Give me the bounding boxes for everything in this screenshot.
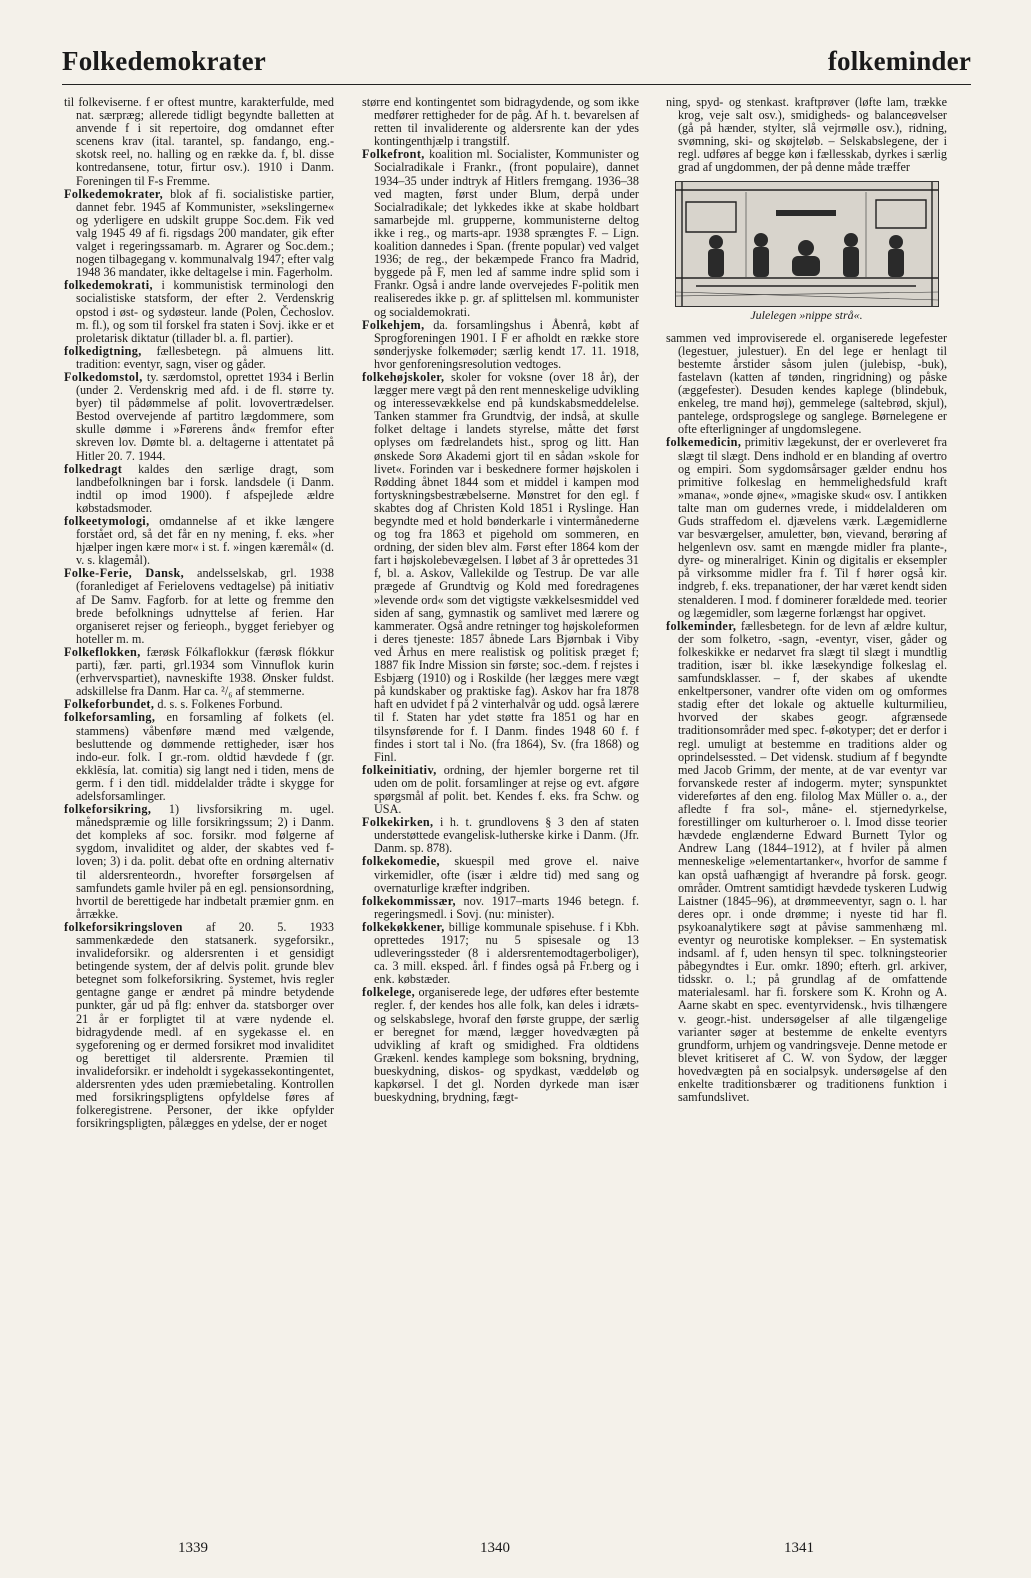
entry-text: nov. 1917–marts 1946 betegn. f. regeringsmedl. i Sovj. (nu: minister). — [374, 893, 639, 921]
dictionary-entry — [666, 332, 947, 437]
entry-text: billige kommunale spisehuse. f i Kbh. oprettedes 1917; nu 5 spisesale og 13 udleveringssteder (8 i aldersrentemodtagerboliger), ca. 3 mill. eksped. årl. f findes også på Fr.berg og i enk. købstæder. — [374, 919, 639, 987]
entry-headword: Folkedemokrater, — [64, 186, 164, 201]
column-right — [666, 96, 947, 1506]
entry-headword: folkeforsikring, — [64, 802, 152, 817]
column-right-bottom — [666, 332, 947, 1105]
entry-text: ning, spyd- og stenkast. kraftprøver (løfte lam, trække krog, veje salt osv.), smidigheds- og balanceøvelser (gå på hænder, stylter, slå vejrmølle osv.), ridning, svømning, ski- og skøjteløb. – Selskabslegene, der i regl. udføres af begge køn i fællesskab, dyrkes i særlig grad af ungdommen, der på denne måde træffer — [666, 96, 947, 175]
dictionary-entry — [64, 279, 334, 344]
header-left-word: Folkedemokrater — [62, 46, 266, 76]
dictionary-entry — [64, 711, 334, 803]
entry-text: fællesbetegn. for de levn af ældre kultur, der som folketro, -sagn, -eventyr, viser, gåder og folkeskikke er nedarvet fra slægt til slægt i mundtlig tradition, især bl. ikke læsekyndige folkeslag el. samfundsklasser. – f, der skabes af ukendte enkeltpersoner, vandrer ofte viden om og omformes stadig efter det lokale og aktuelle kulturmilieu, hvorved der skabes geogr. afgrænsede traditionsområder med spec. f-økotyper; det er derfor i regl. umuligt at bestemme en traditions alder og oprindelsessted. – Det vidensk. studium af f begyndte med Jacob Grimm, der mente, at de var eventyr var forvanskede rester af indogerm. myter; synspunktet videreførtes af den eng. filolog Max Müller o. a., der afledte f fra sol-, måne- el. stjernedyrkelse, forestillinger om kulturheroer o. l. Imod disse teorier hævdede englænderne Edward Burnett Tylor og Andrew Lang (1844–1912), at f hviler på almen menneskelige »elementartanker«, hvorfor de samme f kan opstå uafhængigt af hverandre på forsk. geogr. områder. Omtrent samtidigt hævdede tyskeren Ludwig Laistner (1845–96), at drømmeeventyr, sagn o. l. har deres opr. i onde drømme; i nyeste tid har fl. psykoanalytikere søgt at påvise sammenhæng ml. eventyr og neurotiske komplekser. – En systematisk indsaml. af f, uden hensyn til spec. tolkningsteorier påbegyndtes i Eur. omkr. 1890; efterh. grl. arkiver, tidsskr. o. l.; på grundlag af de omfattende materialesaml. har fi. forskere som K. Krohn og A. Aarne skabt en spec. eventyrvidensk., hvis tilhængere v. geogr.-hist. undersøgelser af alle tilgængelige varianter søger at bestemme de enkelte eventyrs grundform, urhjem og vandringsveje. Denne metode er blevet kritiseret af C. W. von Sydow, der lægger hovedvægten på en socialpsyk. undersøgelse af den enkelte traditionsbærer og traditionens funktion i samfundslivet. — [678, 618, 947, 1105]
page-header — [62, 44, 971, 85]
entry-headword: folkeinitiativ, — [362, 762, 437, 777]
entry-text: andelsselskab, grl. 1938 (foranlediget af Ferielovens vedtagelse) på initiativ af De Samv. Fagforb. for at lette og fremme den brede befolknings udnyttelse af ferien. Har organiseret rejser og ferieoph., bygget feriebyer og hoteller m. m. — [76, 566, 334, 646]
entry-text: sammen ved improviserede el. organiserede legefester (legestuer, julestuer). En del lege er henlagt til bestemte årstider såsom julen (julebisp, -buk), fastelavn (katten af tønden, ringridning) og påske (æggefester). Desuden kendes kaplege (blindebuk, enkeleg, tre mand høj), gemmelege (saltebrød, skjul), pantelege, ordsprogslege og sanglege. Børnelegene er ofte efterligninger af ungdomslegene. — [666, 330, 947, 437]
entry-headword: folkehøjskoler, — [362, 369, 445, 384]
dictionary-entry — [64, 463, 334, 515]
entry-text: d. s. s. Folkenes Forbund. — [154, 697, 283, 712]
dictionary-entry — [666, 96, 947, 175]
entry-text: til folkeviserne. f er oftest muntre, karakterfulde, med nat. særpræg; allerede tidligt begyndte balletten at anvende f i sit repertoire, dog omdannet efter scenens krav (ital. tarantel, sp. fandango, eng.-skotsk reel, no. halling og en række da. f, bl. disse kontredansene, totur, firtur osv.). 1910 i Danm. Foreningen til F-s Fremme. — [64, 96, 334, 188]
column-left — [64, 96, 334, 1506]
woodcut-image — [676, 182, 938, 306]
dictionary-entry — [64, 371, 334, 463]
entry-headword: folkedigtning, — [64, 343, 142, 358]
entry-text: en forsamling af folkets (el. stammens) våbenføre mænd med vælgende, besluttende og dømmende rettigheder, især hos indo-eur. folk. I gr.-rom. oldtid hævdede f (gr. ekklēsía, lat. comitia) sig langt ned i tiden, mens de germ. f i den tidl. middelalder trådte i skygge for adelsforsamlinger. — [76, 710, 334, 803]
entry-headword: Folkedomstol, — [64, 369, 143, 384]
entry-text: primitiv lægekunst, der er overleveret fra slægt til slægt. Dens indhold er en blanding af overtro og empiri. Som sygdomsårsager gælder endnu hos primitive folkeslag en hemmelighedsfuld kraft »mana«, »onde øjne«, »magiske skud« osv. I antikken talte man om gudernes vrede, i middelalderen om Guds straffedom el. djævelens værk. Lægemidlerne var besværgelser, amuletter, bøn, vievand, berøring af helgenlevn osv. samt en mængde midler fra plante-, dyre- og mineralriget. Kinin og digitalis er eksempler på virksomme midler fra f. Til f hører også kir. indgreb, f. eks. trepanationer, der har været kendt siden stenalderen. I mod. f dominerer forældede med. teorier og lægemidler, som lægerne forlængst har opgivet. — [678, 435, 947, 620]
entry-headword: folkekøkkener, — [362, 919, 445, 934]
column-right-top — [666, 96, 947, 175]
entry-text: større end kontingentet som bidragydende, og som ikke medfører rettigheder for de påg. Af h. t. bevarelsen af retten til invaliderente og aldersrente kan der ydes kontingenthjælp i trangstilf. — [362, 96, 639, 149]
entry-text: ordning, der hjemler borgerne ret til uden om de polit. forsamlinger at rejse og evt. afgøre spørgsmål af polit. bet. Kendes f. eks. fra Schw. og USA. — [374, 762, 639, 817]
entry-headword: folkekomedie, — [362, 854, 440, 869]
entry-headword: Folkehjem, — [362, 317, 425, 332]
entry-text: i kommunistisk terminologi den socialistiske statsform, der efter 2. Verdenskrig opstod i øst- og sydøsteur. lande (Polen, Čechoslov. m. fl.), og som til forskel fra staten i Sovj. ikke er et proletarisk diktatur (tillader bl. a. fl. partier). — [76, 278, 334, 345]
dictionary-entry — [362, 895, 639, 921]
entry-headword: Folke-Ferie, Dansk, — [64, 566, 185, 581]
entry-headword: folkekommissær, — [362, 893, 456, 908]
entry-text: af 20. 5. 1933 sammenkædede den statsanerk. sygeforsikr., invalideforsikr. og aldersrenten i et gensidigt betingende system, der af delvis polit. grunde blev betegnet som folkeforsikring. Systemet, hvis regler gentagne gange er ændret på mindre betydende punkter, går ud på flg: enhver da. statsborger over 21 år er forpligtet til at være nydende el. bidragydende medl. af en sygekasse el. en sygeforening og er dermed forsikret mod invaliditet og berettiget til aldersrente. Præmien til invalideforsikr. er indeholdt i sygekassekontingentet, aldersrenten ydes uden præmiebetaling. Kontrollen med forsikringspligtens opfyldelse føres af folkeregistrene. Personer, der ikke opfylder forsikringspligten, pålægges en ydelse, der er noget — [76, 919, 334, 1131]
page-number-right: 1341 — [784, 1540, 814, 1556]
entry-headword: folkeetymologi, — [64, 514, 150, 528]
entry-headword: Folkekirken, — [362, 815, 434, 830]
entry-headword: Folkeforbundet, — [64, 697, 155, 712]
page-number-middle: 1340 — [480, 1540, 510, 1556]
entry-text: blok af fi. socialistiske partier, dannet febr. 1945 af Kommunister, »sekslingerne« og yderligere en udskilt gruppe Soc.dem. Fik ved valg 1945 49 af fi. rigsdags 200 mandater, gik efter valget i regeringssamarb. m. Agrarer og Soc.dem.; nogen tilbagegang v. kommunalvalg 1947; efter valg 1948 36 mandater, ikke deltagelse i min. Fagerholm. — [76, 186, 334, 280]
entry-text: skoler for voksne (over 18 år), der lægger mere vægt på den rent menneskelige udvikling og interessevækkelse end på kundskabsmeddelelse. Tanken stammer fra Grundtvig, der indså, at skulle folket deltage i landets styrelse, måtte det først oplyses om fædrelandets hist., sprog og litt. Han ønskede Sorø Akademi gjort til en sådan »skole for livet«. Forinden var i beskednere former højskolen i Rødding åbnet 1844 som et middel i kampen mod fortyskningsbestræbelserne. Mønstret for den egl. f skabtes dog af Christen Kold 1851 i Ryslinge. Han begyndte med et hold bønderkarle i vintermånederne og tog fra 1863 et pigehold om sommeren, en ordning, der siden blev alm. Først efter 1864 kom der fart i højskolebevægelsen. I løbet af 3 år oprettedes 31 f, bl. a. Askov, Vallekilde og Testrup. De var alle prægede af Grundtvig og Kold med foredragenes »levende ord« som det vigtigste vækkelsesmiddel ved siden af sang, gymnastik og samlivet med lærere og kammerater. Også andre retninger tog højskoleformen i deres tjeneste: 1857 åbnede Lars Bjørnbak i Viby ved Århus en mere realistisk og politisk præget f; 1887 fik Indre Mission sin første; soc.-dem. f rejstes i Esbjærg (1910) og i Roskilde (her lægges mere vægt på kundskaber og praktiske fag). Askov har fra 1878 haft en udvidet f på 2 vinterhalvår og udd. også lærere til f. Staten har ydet støtte fra 1851 og har en tilsynsførende for f. I Danm. findes 1948 60 f. f findes i stort tal i No. (fra 1864), Sv. (fra 1868) og Finl. — [374, 369, 639, 764]
dictionary-entry — [362, 921, 639, 986]
entry-text: i h. t. grundlovens § 3 den af staten understøttede evangelisk-lutherske kirke i Danm. (Jfr. Danm. sp. 878). — [374, 815, 639, 856]
dictionary-entry — [362, 816, 639, 855]
entry-text: fællesbetegn. på almuens litt. tradition: eventyr, sagn, viser og gåder. — [76, 343, 334, 371]
entry-text: organiserede lege, der udføres efter bestemte regler. f, der kendes hos alle folk, kan deles i idræts- og selskabslege, hvoraf den første gruppe, der særlig er beregnet for mænd, lægger hovedvægten på udvikling af kraft og smidighed. Fra oldtidens Grækenl. kendes kamplege som boksning, brydning, bueskydning, diskos- og spydkast, væddeløb og kapkørsel. I det gl. Norden dyrkede man især bueskydning, brydning, fægt- — [374, 985, 639, 1105]
dictionary-entry — [362, 764, 639, 816]
dictionary-entry — [64, 188, 334, 280]
page-number-left: 1339 — [178, 1540, 208, 1556]
entry-text: ty. særdomstol, oprettet 1934 i Berlin (under 2. Verdenskrig med afd. i de fl. større ty. byer) til pådømmelse af polit. lovovertrædelser. Bestod overvejende af partitro lægdommere, som skulle dømme i »Førerens ånd« fremfor efter skreven lov. Dømte bl. a. deltagerne i attentatet på Hitler 20. 7. 1944. — [76, 369, 334, 463]
entry-text: kaldes den særlige dragt, som landbefolkningen bar i forsk. landsdele (i Danm. indtil op imod 1900). f afspejlede ældre købstadsmoder. — [76, 461, 334, 515]
dictionary-entry — [64, 567, 334, 646]
figure-caption: Julelegen »nippe strå«. — [750, 307, 863, 322]
dictionary-entry — [362, 986, 639, 1104]
dictionary-entry — [666, 620, 947, 1104]
entry-headword: folkeforsikringsloven — [64, 919, 183, 934]
woodcut-illustration — [675, 181, 939, 307]
dictionary-entry — [362, 319, 639, 371]
entry-text: da. forsamlingshus i Åbenrå, købt af Sprogforeningen 1901. I F er afholdt en række store sønderjyske folkemøder; særlig kendt 17. 11. 1918, hvor genforeningsresolution vedtoges. — [374, 317, 639, 371]
entry-text: koalition ml. Socialister, Kommunister og Socialradikale i Frankr., (front populaire), dannet 1934–35 under indtryk af Hitlers fremgang. 1936–38 ved magten, først under Blum, derpå under Socialradikale; det lykkedes ikke at skabe holdbart samarbejde ml. grupperne, kommunisterne deltog ikke i reg., og marts-apr. 1938 sprængtes F. – Lign. koalition dannedes i Span. (frente popular) ved valget 1936; de reg., der bekæmpede Franco fra Madrid, byggede på F, men led af samme indre splid som i Frankr. Også i andre lande overvejedes F-politik men realiseredes ikke p. gr. af splittelsen ml. kommunister og socialdemokrati. — [374, 147, 639, 319]
header-right-word: folkeminder — [827, 46, 971, 76]
entry-headword: folkedemokrati, — [64, 278, 153, 293]
dictionary-entry — [64, 515, 334, 567]
dictionary-entry — [666, 436, 947, 619]
entry-headword: Folkefront, — [362, 147, 425, 162]
column-middle — [362, 96, 639, 1506]
dictionary-entry — [64, 803, 334, 921]
entry-text: 1) livsforsikring m. ugel. månedspræmie og lille forsikringssum; 2) i Danm. det kompleks af soc. forsikr. mod følgerne af sygdom, invaliditet og alder, der skabtes ved f-loven; 3) i da. polit. debat ofte en ordning alternativ til aldersrenteordn., hvorefter forsørgelsen af samfundets gamle hviler på en egl. pensionsordning, hvortil de berettigede har indbetalt præmier gnm. en årrække. — [76, 802, 334, 921]
entry-headword: folkeforsamling, — [64, 710, 156, 725]
entry-headword: Folkeflokken, — [64, 644, 141, 659]
dictionary-entry — [64, 646, 334, 698]
dictionary-entry — [362, 855, 639, 894]
entry-headword: folkedragt — [64, 461, 123, 476]
entry-text: skuespil med grove el. naive virkemidler, ofte (især i ældre tid) med sang og overnaturlige kræfter indgriben. — [374, 854, 639, 895]
dictionary-entry — [362, 148, 639, 318]
entry-text: omdannelse af et ikke længere forstået ord, så det får en ny mening, f. eks. »her hjælper ingen kære mor« i st. f. »ingen kæremål« (d. v. s. klagemål). — [76, 514, 334, 568]
dictionary-entry — [64, 96, 334, 188]
dictionary-entry — [362, 371, 639, 764]
dictionary-entry — [64, 345, 334, 371]
entry-text: færøsk Fólkaflokkur (færøsk flókkur parti), fær. parti, grl.1934 som Vinnuflok kurin (erhvervspartiet), navneskifte 1938. Ønsker fuldst. adskillelse fra Danm. Har ca. ²/₆ af stemmerne. — [76, 644, 334, 699]
entry-headword: folkeminder, — [666, 618, 737, 633]
entry-headword: folkelege, — [362, 985, 416, 1000]
entry-headword: folkemedicin, — [666, 435, 742, 450]
dictionary-entry — [362, 96, 639, 148]
dictionary-entry — [64, 921, 334, 1131]
